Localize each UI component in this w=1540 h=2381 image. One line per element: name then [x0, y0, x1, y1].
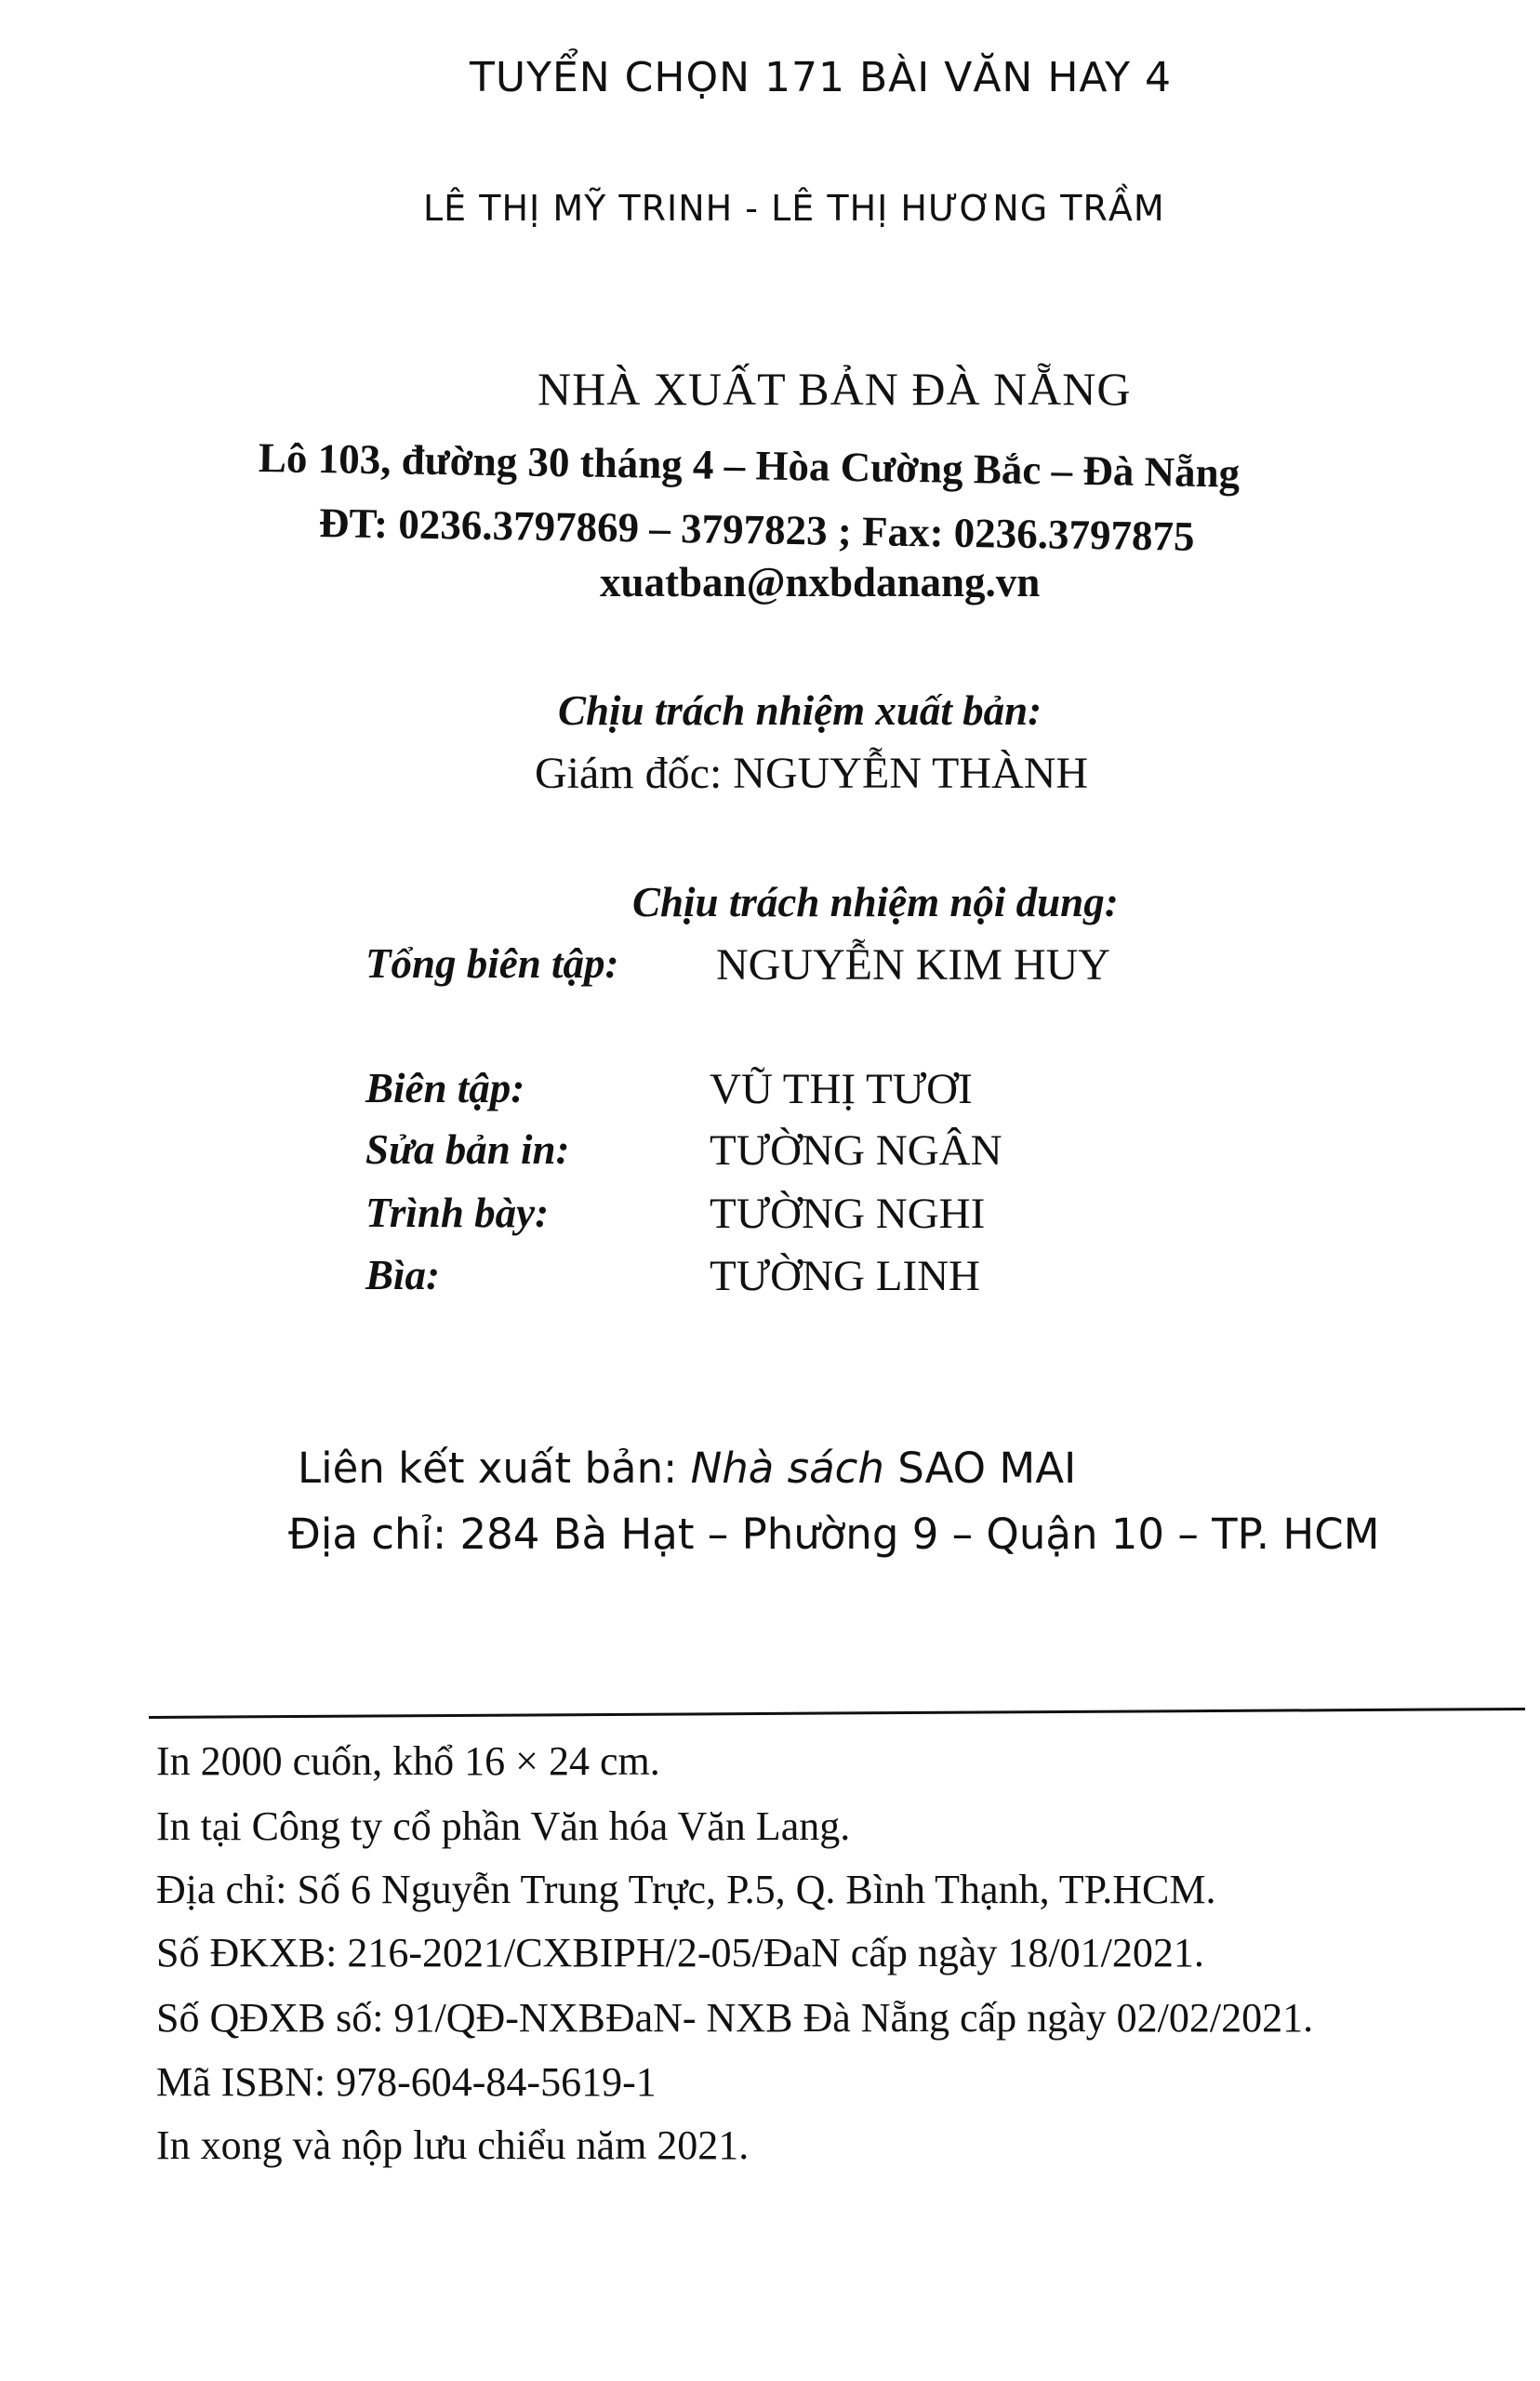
- colophon-line: Số ĐKXB: 216-2021/CXBIPH/2-05/ĐaN cấp ngày 18/01/2021.: [156, 1930, 1204, 1975]
- partner-prefix: Nhà sách: [690, 1443, 884, 1493]
- book-title: TUYỂN CHỌN 171 BÀI VĂN HAY 4: [470, 54, 1172, 101]
- content-responsibility-heading: Chịu trách nhiệm nội dung:: [632, 879, 1119, 925]
- staff-name: VŨ THỊ TƯƠI: [710, 1065, 973, 1113]
- colophon-line: In tại Công ty cổ phần Văn hóa Văn Lang.: [156, 1803, 851, 1849]
- editor-in-chief-label: Tổng biên tập:: [365, 940, 619, 987]
- staff-role-label: Biên tập:: [365, 1065, 525, 1111]
- publishing-responsibility-heading: Chịu trách nhiệm xuất bản:: [558, 687, 1042, 734]
- staff-name: TƯỜNG NGHI: [710, 1190, 986, 1238]
- partner-label: Liên kết xuất bản:: [298, 1443, 678, 1493]
- publisher-phone-fax: ĐT: 0236.3797869 – 3797823 ; Fax: 0236.3797875: [318, 499, 1195, 560]
- publisher-email: xuatban@nxbdanang.vn: [600, 559, 1041, 605]
- partner-name: SAO MAI: [897, 1443, 1077, 1493]
- editor-in-chief-name: NGUYỄN KIM HUY: [716, 940, 1110, 990]
- staff-name: TƯỜNG LINH: [710, 1252, 980, 1300]
- staff-role-label: Bìa:: [365, 1252, 441, 1298]
- colophon-line: In 2000 cuốn, khổ 16 × 24 cm.: [156, 1738, 660, 1784]
- partner-address: Địa chỉ: 284 Bà Hạt – Phường 9 – Quận 10 – TP. HCM: [288, 1510, 1380, 1559]
- section-divider: [149, 1708, 1525, 1719]
- staff-role-label: Trình bày:: [365, 1190, 550, 1236]
- publisher-address: Lô 103, đường 30 tháng 4 – Hòa Cường Bắc – Đà Nẵng: [258, 434, 1241, 497]
- colophon-line: Mã ISBN: 978-604-84-5619-1: [156, 2059, 657, 2105]
- director-line: Giám đốc: NGUYỄN THÀNH: [535, 749, 1089, 798]
- publisher-name: NHÀ XUẤT BẢN ĐÀ NẴNG: [538, 363, 1132, 415]
- book-authors: LÊ THỊ MỸ TRINH - LÊ THỊ HƯƠNG TRẦM: [423, 188, 1165, 229]
- colophon-line: Số QĐXB số: 91/QĐ-NXBĐaN- NXB Đà Nẵng cấp ngày 02/02/2021.: [156, 1995, 1314, 2041]
- staff-name: TƯỜNG NGÂN: [710, 1126, 1002, 1175]
- partner-line: [298, 1443, 1077, 1493]
- colophon-line: Địa chỉ: Số 6 Nguyễn Trung Trực, P.5, Q. Bình Thạnh, TP.HCM.: [156, 1867, 1216, 1912]
- staff-role-label: Sửa bản in:: [365, 1126, 570, 1173]
- colophon-line: In xong và nộp lưu chiểu năm 2021.: [156, 2122, 750, 2168]
